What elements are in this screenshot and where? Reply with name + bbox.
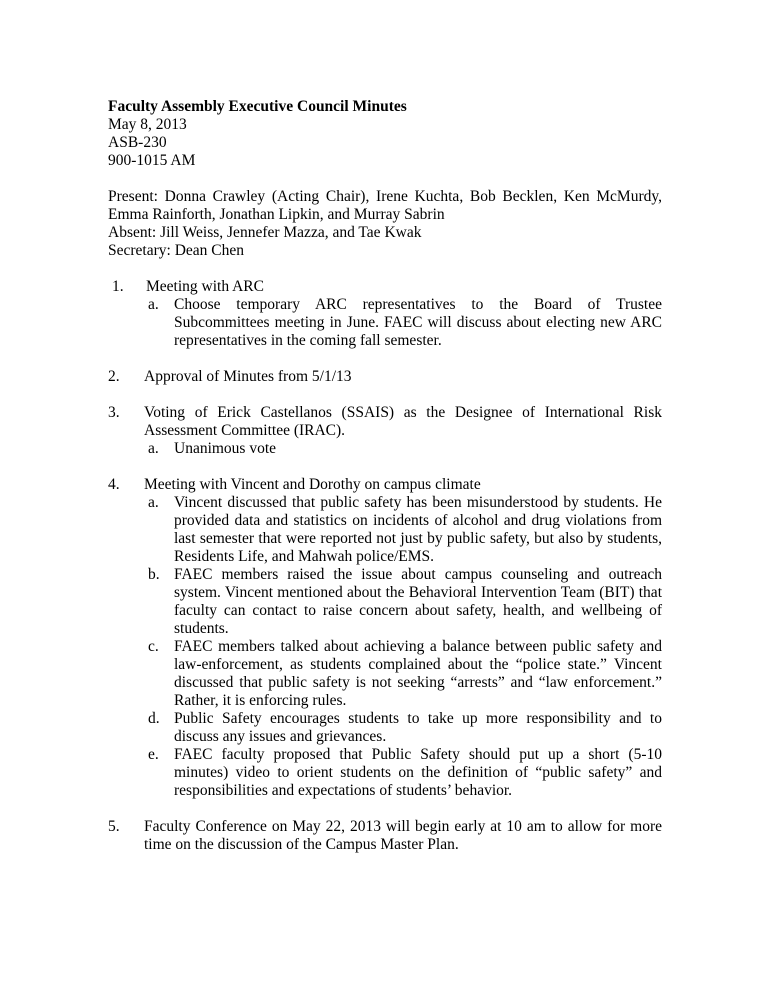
sub-item-text: Public Safety encourages students to take up more responsibility and to discuss any issues and grievances. xyxy=(174,710,662,745)
item-number: 3. xyxy=(108,404,120,421)
sub-item xyxy=(108,746,662,800)
spacer xyxy=(108,170,662,188)
absent-list: Absent: Jill Weiss, Jennefer Mazza, and Tae Kwak xyxy=(108,224,422,241)
header-block xyxy=(108,98,662,170)
agenda-item xyxy=(108,476,662,800)
sub-item-letter: a. xyxy=(148,440,159,457)
sub-item-letter: a. xyxy=(148,296,159,313)
item-number: 1. xyxy=(112,278,124,295)
agenda-list xyxy=(108,278,662,854)
sub-item xyxy=(108,566,662,638)
sub-item-letter: b. xyxy=(148,566,160,583)
sub-item-text: FAEC members talked about achieving a balance between public safety and law-enforcement, as students complained about the “police state.” Vincent discussed that public safety is not seeking “arrests” and “law enforcement.” Rather, it is enforcing rules. xyxy=(174,638,662,709)
item-text: Meeting with Vincent and Dorothy on campus climate xyxy=(144,476,481,493)
item-number: 5. xyxy=(108,818,120,835)
sub-item xyxy=(108,638,662,710)
sub-item xyxy=(108,710,662,746)
agenda-item-heading xyxy=(108,278,662,296)
sub-item-text: Choose temporary ARC representatives to the Board of Trustee Subcommittees meeting in June. FAEC will discuss about electing new ARC representatives in the coming fall semester. xyxy=(174,296,662,349)
document-title: Faculty Assembly Executive Council Minutes xyxy=(108,98,407,115)
present-list: Present: Donna Crawley (Acting Chair), Irene Kuchta, Bob Becklen, Ken McMurdy, Emma Rainforth, Jonathan Lipkin, and Murray Sabrin xyxy=(108,188,662,223)
sub-item-letter: d. xyxy=(148,710,160,727)
agenda-item xyxy=(108,818,662,854)
sub-item xyxy=(108,494,662,566)
minutes-body xyxy=(108,98,662,872)
meeting-room: ASB-230 xyxy=(108,134,167,151)
sub-item-text: FAEC faculty proposed that Public Safety should put up a short (5-10 minutes) video to orient students on the definition of “public safety” and responsibilities and expectations of students’ behavior. xyxy=(174,746,662,799)
sub-item-letter: a. xyxy=(148,494,159,511)
sub-item xyxy=(108,440,662,458)
item-text: Meeting with ARC xyxy=(146,278,264,295)
item-text: Voting of Erick Castellanos (SSAIS) as the Designee of International Risk Assessment Committee (IRAC). xyxy=(144,404,662,439)
agenda-item-heading xyxy=(108,368,662,386)
sub-item-text: Vincent discussed that public safety has been misunderstood by students. He provided data and statistics on incidents of alcohol and drug violations from last semester that were reported not just by public safety, but also by students, Residents Life, and Mahwah police/EMS. xyxy=(174,494,662,565)
item-number: 2. xyxy=(108,368,120,385)
sub-item xyxy=(108,296,662,350)
sub-item-text: FAEC members raised the issue about campus counseling and outreach system. Vincent mentioned about the Behavioral Intervention Team (BIT) that faculty can contact to raise concern about safety, health, and wellbeing of students. xyxy=(174,566,662,637)
item-number: 4. xyxy=(108,476,120,493)
meeting-time: 900-1015 AM xyxy=(108,152,196,169)
agenda-item-heading xyxy=(108,476,662,494)
spacer xyxy=(108,260,662,278)
agenda-item xyxy=(108,368,662,386)
sub-item-letter: e. xyxy=(148,746,159,763)
attendance-block xyxy=(108,188,662,260)
agenda-item xyxy=(108,278,662,350)
meeting-date: May 8, 2013 xyxy=(108,116,187,133)
item-text: Approval of Minutes from 5/1/13 xyxy=(144,368,352,385)
agenda-item xyxy=(108,404,662,458)
agenda-item-heading xyxy=(108,818,662,854)
agenda-item-heading xyxy=(108,404,662,440)
secretary-line: Secretary: Dean Chen xyxy=(108,242,244,259)
item-text: Faculty Conference on May 22, 2013 will begin early at 10 am to allow for more time on the discussion of the Campus Master Plan. xyxy=(144,818,662,853)
sub-item-text: Unanimous vote xyxy=(174,440,277,457)
sub-item-letter: c. xyxy=(148,638,159,655)
